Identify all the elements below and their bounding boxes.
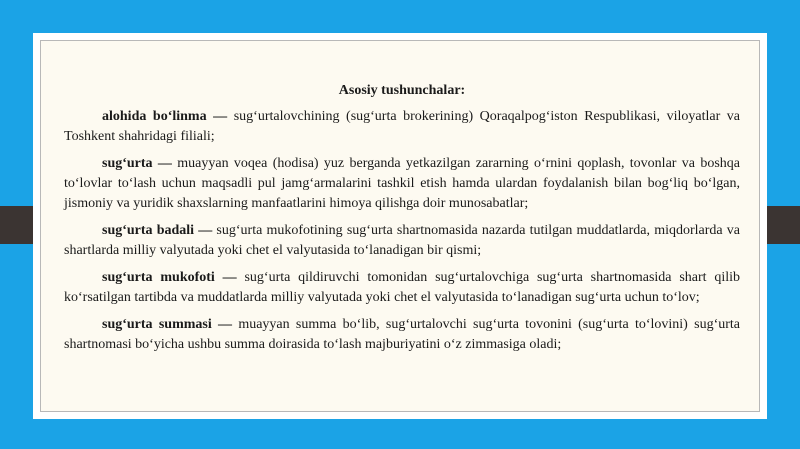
definition-dash: — <box>206 109 234 124</box>
slide-heading: Asosiy tushunchalar: <box>338 83 466 98</box>
definition-paragraph <box>64 221 740 261</box>
definition-text: sug‘urta mukofotining sug‘urta shartnomasida nazarda tutilgan muddatlarda, miqdorlarda va shartlarda milliy valyutada yoki chet el valyutasida to‘lanadigan bir qismi; <box>64 223 740 258</box>
slide-content <box>64 81 740 362</box>
definition-paragraph <box>64 268 740 308</box>
definition-text: muayyan voqea (hodisa) yuz berganda yetkazilgan zararning o‘rnini qoplash, tovonlar va boshqa to‘lovlar to‘lash uchun maqsadli pul jamg‘armalarini tashkil etish hamda ulardan foydalanish bilan bog‘liq bo‘lgan, jismoniy va yuridik shaxslarning manfaatlarini himoya qilishga doir munosabatlar; <box>64 156 741 211</box>
definition-dash: — <box>211 317 239 332</box>
definition-term: sug‘urta <box>102 156 153 171</box>
definition-text: sug‘urta qildiruvchi tomonidan sug‘urtalovchiga sug‘urta shartnomasida shart qilib ko‘rsatilgan tartibda va muddatlarda milliy valyutada yoki chet el valyutasida to‘lanadigan sug‘urta uchun to‘lov; <box>64 270 741 305</box>
definition-paragraph <box>64 154 740 214</box>
definition-dash: — <box>152 156 178 171</box>
definition-paragraph <box>64 107 740 147</box>
definition-text: muayyan summa bo‘lib, sug‘urtalovchi sug‘urta tovonini (sug‘urta to‘lovini) sug‘urta shartnomasi bo‘yicha ushbu summa doirasida to‘lash majburiyatini o‘z zimmasiga oladi; <box>64 317 741 352</box>
definition-paragraph <box>64 315 740 355</box>
definition-dash: — <box>214 270 245 285</box>
definition-dash: — <box>194 223 217 238</box>
definition-term: sug‘urta summasi <box>102 317 212 332</box>
definition-text: sug‘urtalovchining (sug‘urta brokerining) Qoraqalpog‘iston Respublikasi, viloyatlar va Toshkent shahridagi filiali; <box>64 109 741 144</box>
definition-term: sug‘urta badali <box>102 223 195 238</box>
definition-term: sug‘urta mukofoti <box>102 270 215 285</box>
definition-term: alohida bo‘linma <box>102 109 207 124</box>
